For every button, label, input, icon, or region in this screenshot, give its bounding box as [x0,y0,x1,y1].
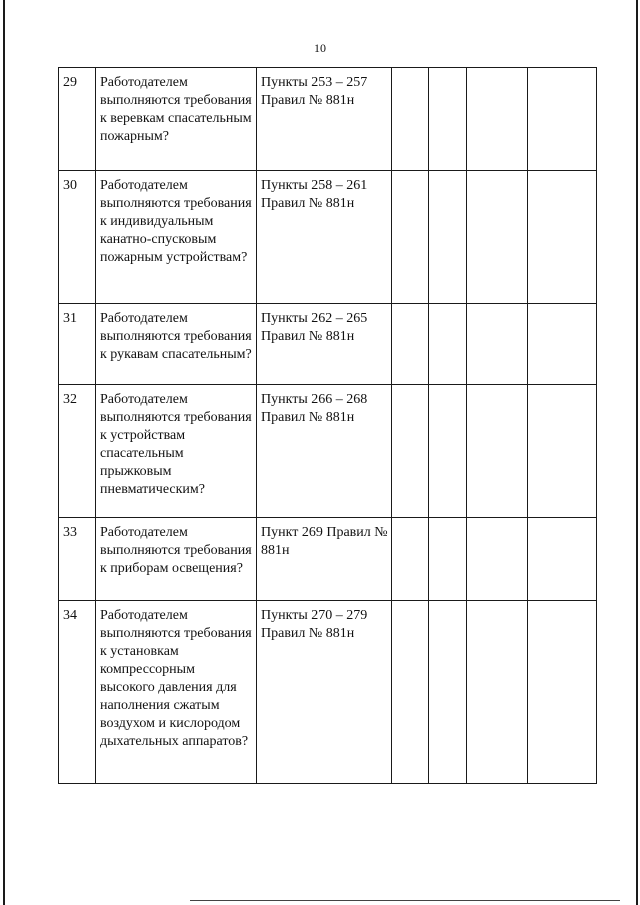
row-number: 30 [59,171,96,304]
row-question: Работодателем выполняются требования к индивидуальным канатно-спусковым пожарным устройствам? [96,171,257,304]
answer-cell-note [528,304,597,385]
table-row [59,68,597,171]
row-reference: Пункт 269 Правил № 881н [257,518,392,601]
table-row [59,304,597,385]
answer-cell-no [429,304,467,385]
answer-cell-not-applicable [467,518,528,601]
page-left-edge [3,0,5,905]
answer-cell-no [429,385,467,518]
page-bottom-line [190,900,620,901]
answer-cell-no [429,518,467,601]
row-reference: Пункты 253 – 257 Правил № 881н [257,68,392,171]
row-number: 34 [59,601,96,784]
table-row [59,518,597,601]
row-reference: Пункты 266 – 268 Правил № 881н [257,385,392,518]
answer-cell-not-applicable [467,68,528,171]
row-question: Работодателем выполняются требования к веревкам спасательным пожарным? [96,68,257,171]
table-row [59,385,597,518]
row-reference: Пункты 258 – 261 Правил № 881н [257,171,392,304]
row-number: 31 [59,304,96,385]
row-number: 33 [59,518,96,601]
page-number: 10 [314,41,326,55]
row-reference: Пункты 262 – 265 Правил № 881н [257,304,392,385]
row-number: 29 [59,68,96,171]
answer-cell-note [528,385,597,518]
table-row [59,601,597,784]
table-row [59,171,597,304]
answer-cell-note [528,601,597,784]
row-reference: Пункты 270 – 279 Правил № 881н [257,601,392,784]
answer-cell-yes [392,601,429,784]
answer-cell-not-applicable [467,601,528,784]
answer-cell-no [429,601,467,784]
answer-cell-no [429,171,467,304]
answer-cell-no [429,68,467,171]
row-question: Работодателем выполняются требования к установкам компрессорным высокого давления для наполнения сжатым воздухом и кислородом дыхательных аппаратов? [96,601,257,784]
answer-cell-yes [392,385,429,518]
answer-cell-yes [392,68,429,171]
answer-cell-not-applicable [467,171,528,304]
answer-cell-note [528,68,597,171]
answer-cell-yes [392,171,429,304]
row-question: Работодателем выполняются требования к устройствам спасательным прыжковым пневматическим? [96,385,257,518]
answer-cell-not-applicable [467,304,528,385]
row-question: Работодателем выполняются требования к приборам освещения? [96,518,257,601]
answer-cell-yes [392,518,429,601]
answer-cell-note [528,171,597,304]
row-number: 32 [59,385,96,518]
checklist-table [58,67,597,784]
answer-cell-yes [392,304,429,385]
page-right-edge [636,0,638,905]
answer-cell-note [528,518,597,601]
answer-cell-not-applicable [467,385,528,518]
row-question: Работодателем выполняются требования к рукавам спасательным? [96,304,257,385]
